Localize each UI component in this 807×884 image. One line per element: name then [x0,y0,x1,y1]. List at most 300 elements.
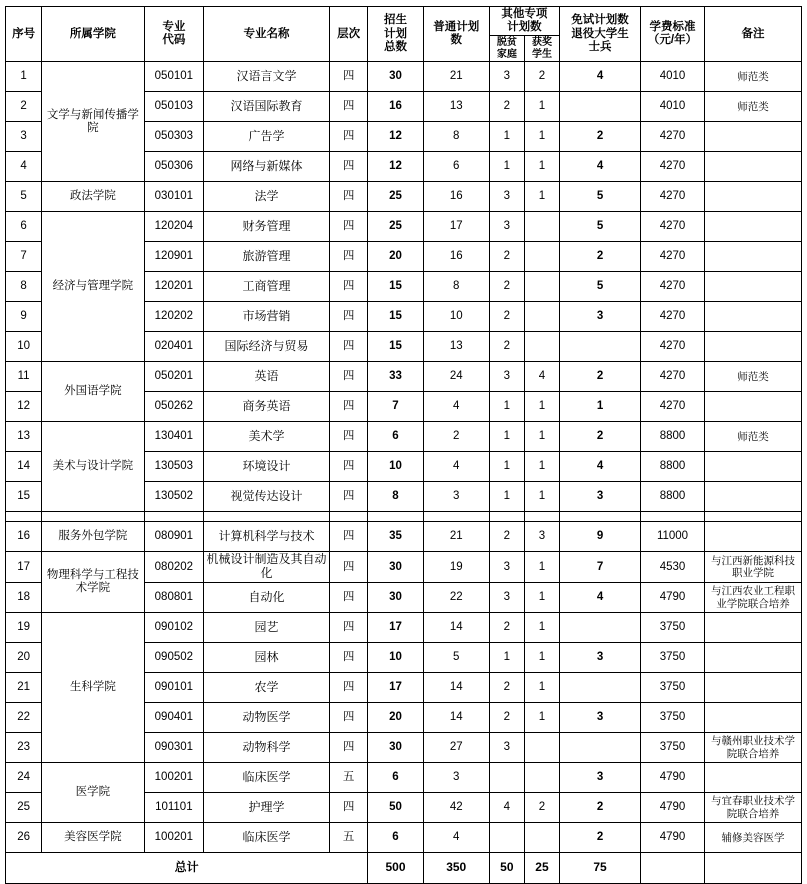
cell-fee: 4790 [641,793,705,823]
cell-fee: 8800 [641,482,705,512]
cell-major: 临床医学 [204,763,330,793]
cell-major: 商务英语 [204,392,330,422]
cell-general: 10 [423,302,489,332]
cell-level: 五 [329,763,367,793]
cell-major: 动物医学 [204,703,330,733]
cell-total: 30 [368,583,423,613]
cell-code: 050101 [144,62,204,92]
cell-poor: 2 [489,272,524,302]
cell-remark [704,272,801,302]
cell-remark [704,763,801,793]
cell-free: 7 [560,552,641,583]
cell-award: 2 [524,793,559,823]
cell-college: 政法学院 [42,182,144,212]
cell-total: 50 [368,793,423,823]
cell-award [524,733,559,763]
cell-fee: 4270 [641,212,705,242]
cell-major: 园艺 [204,613,330,643]
cell-level: 四 [329,733,367,763]
cell-award: 1 [524,552,559,583]
cell-poor: 1 [489,422,524,452]
cell-level: 四 [329,152,367,182]
header-free-line1: 免试计划数 [571,14,629,27]
cell-major: 视觉传达设计 [204,482,330,512]
cell-code: 120901 [144,242,204,272]
cell-general: 13 [423,332,489,362]
cell-seq: 11 [6,362,42,392]
table-body [6,62,802,884]
cell-fee: 4270 [641,242,705,272]
cell-remark: 与江西农业工程职业学院联合培养 [704,583,801,613]
cell-major: 财务管理 [204,212,330,242]
cell-code: 090101 [144,673,204,703]
spacer-cell [42,512,144,522]
cell-general: 27 [423,733,489,763]
total-free: 75 [560,853,641,884]
cell-level: 五 [329,823,367,853]
cell-college: 美术与设计学院 [42,422,144,512]
cell-general: 22 [423,583,489,613]
header-college: 所属学院 [42,7,144,62]
cell-code: 050306 [144,152,204,182]
cell-level: 四 [329,522,367,552]
table-row [6,522,802,552]
cell-fee: 4270 [641,272,705,302]
cell-level: 四 [329,482,367,512]
spacer-cell [641,512,705,522]
cell-general: 4 [423,452,489,482]
total-poor: 50 [489,853,524,884]
cell-level: 四 [329,302,367,332]
cell-major: 动物科学 [204,733,330,763]
cell-major: 美术学 [204,422,330,452]
cell-major: 机械设计制造及其自动化 [204,552,330,583]
cell-fee: 3750 [641,613,705,643]
header-poor [489,36,524,62]
cell-remark [704,613,801,643]
cell-fee: 4270 [641,332,705,362]
cell-remark [704,242,801,272]
cell-fee: 8800 [641,452,705,482]
cell-level: 四 [329,452,367,482]
cell-major: 国际经济与贸易 [204,332,330,362]
cell-fee: 4790 [641,763,705,793]
cell-level: 四 [329,182,367,212]
cell-level: 四 [329,583,367,613]
cell-major: 汉语言文学 [204,62,330,92]
cell-general: 2 [423,422,489,452]
cell-level: 四 [329,362,367,392]
header-special-line1: 其他专项 [501,8,548,20]
cell-free: 3 [560,703,641,733]
cell-total: 15 [368,272,423,302]
cell-free: 2 [560,362,641,392]
header-free-line3: 士兵 [588,40,612,53]
cell-major: 法学 [204,182,330,212]
cell-total: 17 [368,613,423,643]
cell-code: 090502 [144,643,204,673]
cell-general: 21 [423,62,489,92]
header-award [524,36,559,62]
cell-award: 1 [524,422,559,452]
cell-free: 3 [560,763,641,793]
cell-remark [704,522,801,552]
cell-free: 2 [560,823,641,853]
cell-code: 080901 [144,522,204,552]
table-row [6,422,802,452]
cell-award [524,272,559,302]
cell-seq: 21 [6,673,42,703]
total-total: 500 [368,853,423,884]
cell-code: 030101 [144,182,204,212]
cell-general: 14 [423,673,489,703]
cell-level: 四 [329,332,367,362]
header-award-line1: 获奖 [531,37,552,49]
cell-poor: 3 [489,583,524,613]
header-general-line2: 数 [450,34,462,47]
cell-award [524,242,559,272]
cell-award [524,212,559,242]
header-free [560,7,641,62]
total-award: 25 [524,853,559,884]
cell-remark [704,152,801,182]
cell-award: 3 [524,522,559,552]
cell-free: 5 [560,212,641,242]
cell-free [560,613,641,643]
table-row [6,613,802,643]
header-award-line2: 学生 [531,48,552,60]
cell-free [560,673,641,703]
cell-remark [704,122,801,152]
header-general-line1: 普通计划 [433,21,480,33]
cell-remark [704,182,801,212]
cell-code: 050201 [144,362,204,392]
cell-fee: 4790 [641,823,705,853]
cell-general: 5 [423,643,489,673]
cell-level: 四 [329,552,367,583]
cell-code: 050303 [144,122,204,152]
cell-total: 12 [368,122,423,152]
cell-award: 1 [524,122,559,152]
cell-award: 1 [524,613,559,643]
cell-remark: 辅修美容医学 [704,823,801,853]
cell-college: 文学与新闻传播学院 [42,62,144,182]
cell-remark [704,482,801,512]
cell-poor: 3 [489,362,524,392]
total-remark [704,853,801,884]
cell-general: 14 [423,703,489,733]
cell-total: 25 [368,182,423,212]
cell-seq: 1 [6,62,42,92]
cell-remark [704,212,801,242]
cell-code: 101101 [144,793,204,823]
total-label: 总计 [6,853,368,884]
cell-major: 英语 [204,362,330,392]
header-fee-line2: （元/年） [647,34,698,47]
cell-seq: 12 [6,392,42,422]
cell-free [560,92,641,122]
cell-award: 1 [524,182,559,212]
enrollment-plan-table [5,6,802,884]
cell-major: 汉语国际教育 [204,92,330,122]
cell-free: 3 [560,482,641,512]
cell-free [560,733,641,763]
cell-fee: 3750 [641,733,705,763]
cell-code: 090102 [144,613,204,643]
cell-general: 16 [423,182,489,212]
cell-total: 17 [368,673,423,703]
cell-total: 15 [368,332,423,362]
cell-general: 8 [423,122,489,152]
spacer-cell [704,512,801,522]
cell-fee: 4010 [641,62,705,92]
cell-award: 1 [524,92,559,122]
header-code-line2: 代码 [162,34,186,47]
cell-level: 四 [329,703,367,733]
cell-poor: 1 [489,643,524,673]
cell-free: 5 [560,182,641,212]
header-poor-line2: 家庭 [496,48,517,60]
cell-seq: 8 [6,272,42,302]
cell-award: 1 [524,452,559,482]
cell-poor: 1 [489,482,524,512]
cell-seq: 2 [6,92,42,122]
cell-general: 42 [423,793,489,823]
cell-total: 30 [368,733,423,763]
header-fee-line1: 学费标准 [649,21,696,33]
cell-seq: 23 [6,733,42,763]
table-row [6,552,802,583]
cell-major: 园林 [204,643,330,673]
cell-general: 24 [423,362,489,392]
cell-award: 4 [524,362,559,392]
cell-major: 市场营销 [204,302,330,332]
cell-total: 30 [368,552,423,583]
cell-poor: 2 [489,703,524,733]
cell-level: 四 [329,242,367,272]
section-spacer-row [6,512,802,522]
cell-general: 14 [423,613,489,643]
cell-award [524,302,559,332]
header-major: 专业名称 [204,7,330,62]
cell-fee: 3750 [641,703,705,733]
cell-code: 100201 [144,763,204,793]
cell-free: 4 [560,452,641,482]
cell-code: 080801 [144,583,204,613]
cell-seq: 20 [6,643,42,673]
cell-fee: 4530 [641,552,705,583]
cell-poor: 3 [489,212,524,242]
cell-total: 25 [368,212,423,242]
cell-fee: 11000 [641,522,705,552]
table-row [6,62,802,92]
cell-award [524,763,559,793]
cell-remark: 与江西新能源科技职业学院 [704,552,801,583]
cell-general: 3 [423,763,489,793]
cell-level: 四 [329,62,367,92]
cell-seq: 25 [6,793,42,823]
cell-free: 2 [560,422,641,452]
header-special [489,7,559,36]
cell-seq: 4 [6,152,42,182]
cell-level: 四 [329,613,367,643]
table-row [6,212,802,242]
cell-seq: 16 [6,522,42,552]
cell-college: 服务外包学院 [42,522,144,552]
cell-remark [704,302,801,332]
total-row [6,853,802,884]
table-row [6,362,802,392]
cell-seq: 10 [6,332,42,362]
spacer-cell [368,512,423,522]
cell-major: 广告学 [204,122,330,152]
cell-total: 6 [368,823,423,853]
spacer-cell [423,512,489,522]
cell-code: 050103 [144,92,204,122]
cell-level: 四 [329,272,367,302]
cell-fee: 3750 [641,643,705,673]
cell-award: 1 [524,583,559,613]
header-fee [641,7,705,62]
cell-free: 1 [560,392,641,422]
cell-seq: 24 [6,763,42,793]
cell-college: 美容医学院 [42,823,144,853]
total-fee [641,853,705,884]
cell-total: 20 [368,242,423,272]
cell-college: 外国语学院 [42,362,144,422]
cell-poor: 3 [489,552,524,583]
cell-code: 130503 [144,452,204,482]
cell-poor: 3 [489,733,524,763]
cell-seq: 3 [6,122,42,152]
header-total-line2: 计划 [383,27,407,40]
cell-free: 4 [560,152,641,182]
cell-code: 090301 [144,733,204,763]
cell-total: 6 [368,422,423,452]
header-total-line3: 总数 [383,40,407,53]
header-poor-line1: 脱贫 [496,37,517,49]
cell-code: 050262 [144,392,204,422]
cell-general: 8 [423,272,489,302]
cell-fee: 4270 [641,302,705,332]
cell-major: 网络与新媒体 [204,152,330,182]
cell-remark [704,392,801,422]
cell-level: 四 [329,212,367,242]
cell-award: 1 [524,152,559,182]
cell-poor: 1 [489,452,524,482]
cell-free: 2 [560,242,641,272]
cell-award [524,332,559,362]
cell-poor: 2 [489,613,524,643]
cell-remark: 与宜春职业技术学院联合培养 [704,793,801,823]
cell-college: 生科学院 [42,613,144,763]
cell-level: 四 [329,673,367,703]
cell-seq: 17 [6,552,42,583]
cell-free: 4 [560,62,641,92]
header-row-1 [6,7,802,36]
cell-poor: 3 [489,182,524,212]
cell-fee: 4270 [641,182,705,212]
cell-general: 3 [423,482,489,512]
cell-poor: 1 [489,122,524,152]
cell-seq: 22 [6,703,42,733]
cell-free: 3 [560,302,641,332]
cell-poor: 2 [489,673,524,703]
header-special-line2: 计划数 [507,21,542,34]
cell-level: 四 [329,422,367,452]
cell-code: 120202 [144,302,204,332]
table-row [6,763,802,793]
cell-code: 120204 [144,212,204,242]
spacer-cell [524,512,559,522]
cell-total: 6 [368,763,423,793]
cell-general: 13 [423,92,489,122]
cell-fee: 4010 [641,92,705,122]
cell-code: 130502 [144,482,204,512]
cell-remark [704,673,801,703]
cell-free: 2 [560,793,641,823]
spacer-cell [329,512,367,522]
cell-remark [704,332,801,362]
cell-code: 100201 [144,823,204,853]
cell-college: 经济与管理学院 [42,212,144,362]
header-total-line1: 招生 [383,14,407,27]
cell-general: 6 [423,152,489,182]
spacer-cell [560,512,641,522]
cell-seq: 18 [6,583,42,613]
header-remark: 备注 [704,7,801,62]
cell-free: 5 [560,272,641,302]
cell-free: 3 [560,643,641,673]
cell-level: 四 [329,643,367,673]
cell-remark: 师范类 [704,362,801,392]
total-general: 350 [423,853,489,884]
cell-total: 33 [368,362,423,392]
cell-total: 8 [368,482,423,512]
cell-total: 35 [368,522,423,552]
cell-major: 旅游管理 [204,242,330,272]
spacer-cell [489,512,524,522]
cell-level: 四 [329,793,367,823]
cell-code: 120201 [144,272,204,302]
cell-poor: 2 [489,302,524,332]
cell-total: 15 [368,302,423,332]
cell-poor: 2 [489,92,524,122]
cell-seq: 15 [6,482,42,512]
cell-general: 4 [423,823,489,853]
cell-remark: 师范类 [704,92,801,122]
spacer-cell [144,512,204,522]
cell-seq: 26 [6,823,42,853]
header-free-line2: 退役大学生 [571,27,629,40]
cell-level: 四 [329,122,367,152]
cell-code: 020401 [144,332,204,362]
cell-poor: 2 [489,522,524,552]
cell-free [560,332,641,362]
spacer-cell [204,512,330,522]
cell-general: 16 [423,242,489,272]
cell-seq: 6 [6,212,42,242]
cell-total: 12 [368,152,423,182]
cell-code: 080202 [144,552,204,583]
cell-fee: 4790 [641,583,705,613]
header-level: 层次 [329,7,367,62]
cell-remark: 师范类 [704,422,801,452]
cell-seq: 7 [6,242,42,272]
cell-fee: 3750 [641,673,705,703]
cell-total: 16 [368,92,423,122]
cell-seq: 5 [6,182,42,212]
